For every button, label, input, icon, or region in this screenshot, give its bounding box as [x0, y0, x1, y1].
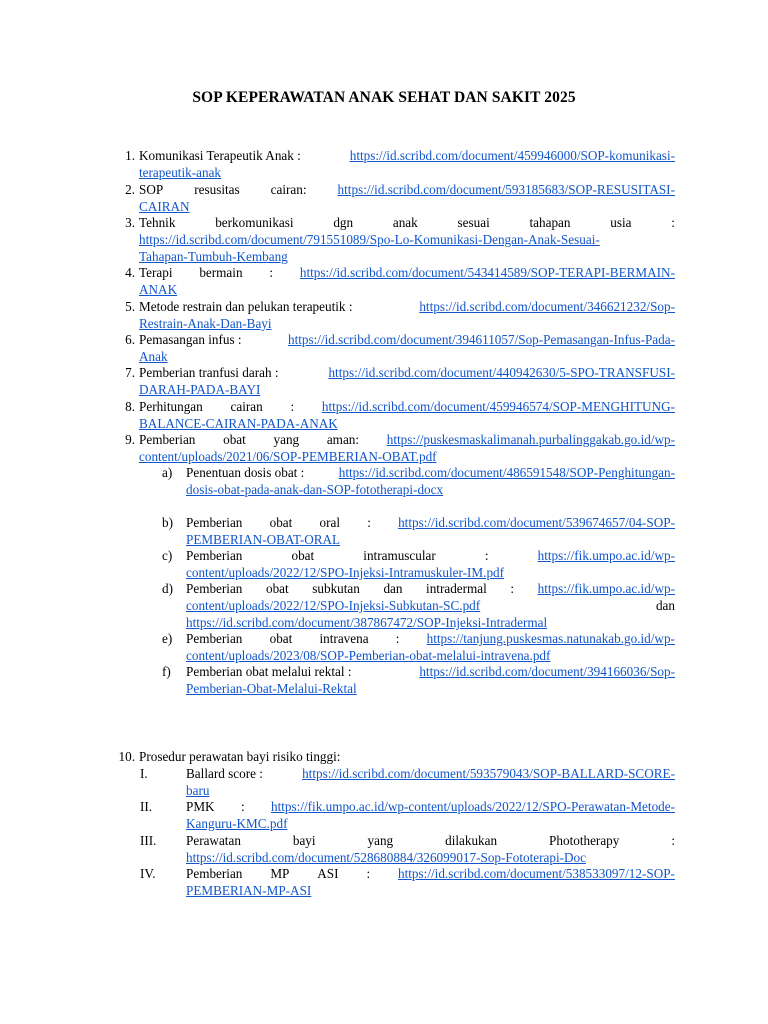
sop-link[interactable]: https://fik.umpo.ac.id/wp-: [537, 548, 675, 563]
sop-link-continued[interactable]: PEMBERIAN-MP-ASI: [186, 882, 312, 898]
sop-link-continued[interactable]: Kanguru-KMC.pdf: [186, 815, 288, 831]
sop-link[interactable]: https://id.scribd.com/document/528680884/326099017-Sop-Fototerapi-Doc: [186, 849, 586, 865]
sub-number: a): [162, 465, 173, 480]
sub-number: b): [162, 515, 173, 530]
item-label: Pemberian obat melalui rektal :: [186, 664, 352, 679]
list-number: 8.: [125, 399, 135, 414]
sop-link[interactable]: https://id.scribd.com/document/394611057/Sop-Pemasangan-Infus-Pada-: [287, 332, 675, 347]
item-label: resusitas: [194, 182, 240, 197]
sop-link-continued[interactable]: content/uploads/2023/08/SOP-Pemberian-obat-melalui-intravena.pdf: [186, 647, 551, 663]
joiner-text: dan: [655, 597, 675, 613]
item-label: Penentuan dosis obat :: [186, 465, 305, 480]
sop-link[interactable]: https://puskesmaskalimanah.purbalinggakab.go.id/wp-: [386, 432, 675, 447]
list-number: 4.: [125, 265, 135, 280]
sub-item-b: b) Pemberian obat oral : https://id.scribd.com/document/539674657/04-SOP- PEMBERIAN-OBAT-ORAL: [162, 515, 675, 547]
sop-link[interactable]: https://id.scribd.com/document/486591548/SOP-Penghitungan-: [338, 465, 675, 480]
sop-link[interactable]: https://id.scribd.com/document/539674657/04-SOP-: [398, 515, 675, 530]
sop-link-continued[interactable]: PEMBERIAN-OBAT-ORAL: [186, 531, 341, 547]
sop-link[interactable]: https://id.scribd.com/document/459946574/SOP-MENGHITUNG-: [321, 399, 675, 414]
list-item-8: 8. Perhitungan cairan : https://id.scribd.com/document/459946574/SOP-MENGHITUNG- BALANCE-CAIRAN-PADA-ANAK: [139, 399, 675, 433]
list-item-3: 3. Tehnik berkomunikasi dgn anak sesuai tahapan usia : https://id.scribd.com/document/791551089/Spo-Lo-Komunikasi-Dengan-Anak-Sesuai- Tahapan-Tumbuh-Kembang: [139, 215, 675, 265]
list-item-2: [125, 182, 675, 216]
item-label: SOP: [139, 182, 164, 197]
sub-number: f): [162, 664, 171, 679]
sop-link-continued[interactable]: Anak: [139, 348, 168, 364]
item-label: Pemberian tranfusi darah :: [139, 365, 279, 380]
sop-link-continued[interactable]: terapeutik-anak: [139, 164, 222, 180]
list-item-10: [118, 749, 675, 766]
sub-number: d): [162, 581, 173, 596]
list-item-4: 4. Terapi bermain : https://id.scribd.com/document/543414589/SOP-TERAPI-BERMAIN- ANAK: [139, 265, 675, 299]
list-item-9: 9. Pemberian obat yang aman: https://puskesmaskalimanah.purbalinggakab.go.id/wp- content/uploads/2021/06/SOP-PEMBERIAN-OBAT.pdf: [139, 432, 675, 466]
roman-number: IV.: [140, 866, 156, 881]
sop-link-continued[interactable]: content/uploads/2021/06/SOP-PEMBERIAN-OBAT.pdf: [139, 448, 437, 464]
sop-link-continued[interactable]: baru: [186, 782, 210, 798]
sub-item-a: [162, 465, 675, 499]
sop-link[interactable]: https://id.scribd.com/document/593185683/SOP-RESUSITASI-: [337, 182, 675, 197]
item-label: Prosedur perawatan bayi risiko tinggi:: [139, 749, 341, 764]
sop-link[interactable]: https://fik.umpo.ac.id/wp-: [537, 581, 675, 596]
list-item-7: [125, 365, 675, 399]
sop-link-continued[interactable]: Restrain-Anak-Dan-Bayi: [139, 315, 272, 331]
sop-link[interactable]: https://id.scribd.com/document/440942630/5-SPO-TRANSFUSI-: [328, 365, 675, 380]
roman-item-4: IV. Pemberian MP ASI : https://id.scribd.com/document/538533097/12-SOP- PEMBERIAN-MP-ASI: [140, 866, 675, 898]
sop-link[interactable]: https://id.scribd.com/document/459946000/SOP-komunikasi-: [349, 148, 675, 163]
roman-number: I.: [140, 766, 148, 781]
sub-number: e): [162, 631, 173, 646]
sop-link-intradermal[interactable]: https://id.scribd.com/document/387867472/SOP-Injeksi-Intradermal: [186, 614, 548, 630]
sop-link[interactable]: https://id.scribd.com/document/538533097/12-SOP-: [398, 866, 675, 881]
list-number: 3.: [125, 215, 135, 230]
sop-link-continued[interactable]: DARAH-PADA-BAYI: [139, 381, 261, 397]
sop-link-continued[interactable]: content/uploads/2022/12/SPO-Injeksi-Intramuskuler-IM.pdf: [186, 564, 505, 580]
roman-number: III.: [140, 833, 157, 848]
sub-item-d: d) Pemberian obat subkutan dan intradermal : https://fik.umpo.ac.id/wp- content/uploads/2022/12/SPO-Injeksi-Subkutan-SC.pdf dan https://id.scribd.com/document/387867472/SOP-Injeksi-Intradermal: [162, 581, 675, 630]
sop-link[interactable]: https://id.scribd.com/document/791551089/Spo-Lo-Komunikasi-Dengan-Anak-Sesuai-: [139, 231, 600, 247]
item-label: Metode restrain dan pelukan terapeutik :: [139, 299, 353, 314]
sop-link[interactable]: https://id.scribd.com/document/593579043/SOP-BALLARD-SCORE-: [302, 766, 675, 781]
list-number: 5.: [125, 299, 135, 314]
list-number: 10.: [118, 749, 135, 764]
item-label: Komunikasi Terapeutik Anak :: [139, 148, 301, 163]
sub-number: c): [162, 548, 173, 563]
roman-item-2: II. PMK : https://fik.umpo.ac.id/wp-content/uploads/2022/12/SPO-Perawatan-Metode- Kanguru-KMC.pdf: [140, 799, 675, 831]
item-label: Ballard score :: [186, 766, 263, 781]
sop-link[interactable]: https://fik.umpo.ac.id/wp-content/uploads/2022/12/SPO-Perawatan-Metode-: [271, 799, 675, 814]
list-number: 7.: [125, 365, 135, 380]
sop-link-continued[interactable]: dosis-obat-pada-anak-dan-SOP-fototherapi-docx: [186, 481, 444, 497]
list-item-5: [125, 299, 675, 333]
sop-link[interactable]: https://id.scribd.com/document/346621232/Sop-: [419, 299, 675, 314]
list-number: 6.: [125, 332, 135, 347]
list-item-1: [125, 148, 675, 182]
sop-link-continued[interactable]: CAIRAN: [139, 198, 190, 214]
document-title: SOP KEPERAWATAN ANAK SEHAT DAN SAKIT 2025: [192, 89, 576, 106]
item-label: Pemasangan infus :: [139, 332, 242, 347]
sop-link-continued[interactable]: BALANCE-CAIRAN-PADA-ANAK: [139, 415, 338, 431]
list-item-6: [125, 332, 675, 366]
list-number: 2.: [125, 182, 135, 197]
roman-item-1: [140, 766, 675, 800]
sub-item-e: e) Pemberian obat intravena : https://tanjung.puskesmas.natunakab.go.id/wp- content/uploads/2023/08/SOP-Pemberian-obat-melalui-intravena.pdf: [162, 631, 675, 663]
roman-item-3: III. Perawatan bayi yang dilakukan Phototherapy : https://id.scribd.com/document/528680884/326099017-Sop-Fototerapi-Doc: [140, 833, 675, 865]
sub-item-f: [162, 664, 675, 698]
roman-number: II.: [140, 799, 153, 814]
sop-link[interactable]: https://tanjung.puskesmas.natunakab.go.id/wp-: [426, 631, 675, 646]
list-number: 1.: [125, 148, 135, 163]
sop-link[interactable]: https://id.scribd.com/document/543414589/SOP-TERAPI-BERMAIN-: [299, 265, 675, 280]
item-label: cairan:: [270, 182, 307, 197]
list-number: 9.: [125, 432, 135, 447]
sop-link-continued[interactable]: Pemberian-Obat-Melalui-Rektal: [186, 680, 357, 696]
sub-item-c: c) Pemberian obat intramuscular : https://fik.umpo.ac.id/wp- content/uploads/2022/12/SPO-Injeksi-Intramuskuler-IM.pdf: [162, 548, 675, 580]
sop-link-continued[interactable]: ANAK: [139, 281, 178, 297]
sop-link[interactable]: https://id.scribd.com/document/394166036/Sop-: [419, 664, 675, 679]
sop-link-continued[interactable]: Tahapan-Tumbuh-Kembang: [139, 248, 288, 264]
sop-link-continued[interactable]: content/uploads/2022/12/SPO-Injeksi-Subkutan-SC.pdf: [186, 597, 481, 613]
